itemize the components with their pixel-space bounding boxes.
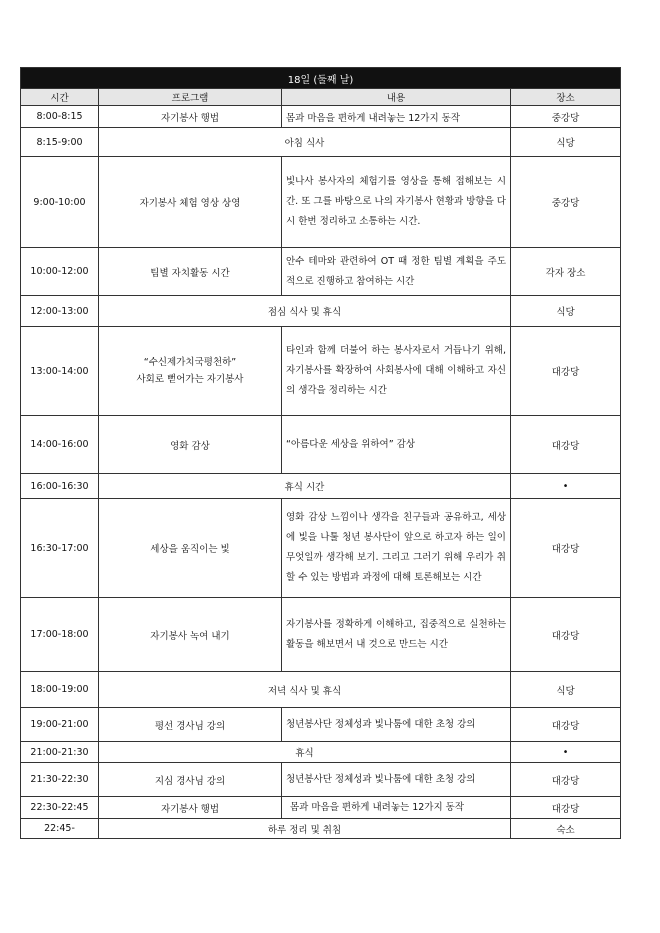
time-cell: 16:30-17:00: [21, 499, 99, 598]
table-row: [21, 499, 621, 598]
time-cell: 19:00-21:00: [21, 708, 99, 742]
table-row: [21, 128, 621, 157]
place-cell: 대강당: [511, 327, 621, 416]
table-row: [21, 296, 621, 327]
place-cell: •: [511, 474, 621, 499]
header-content: 내용: [282, 89, 511, 106]
merged-cell: 휴식: [99, 742, 511, 763]
table-row: [21, 416, 621, 474]
place-cell: 식당: [511, 296, 621, 327]
place-cell: 대강당: [511, 499, 621, 598]
content-cell: 자기봉사를 정확하게 이해하고, 집중적으로 실천하는 활동을 해보면서 내 것으로 만드는 시간: [282, 598, 511, 672]
table-row: [21, 157, 621, 248]
table-row: [21, 106, 621, 128]
place-cell: 중강당: [511, 157, 621, 248]
merged-cell: 아침 식사: [99, 128, 511, 157]
table-row: [21, 742, 621, 763]
content-cell: 청년봉사단 정체성과 빛나툼에 대한 초청 강의: [282, 708, 511, 742]
header-program: 프로그램: [99, 89, 282, 106]
table-row: [21, 819, 621, 839]
time-cell: 10:00-12:00: [21, 248, 99, 296]
table-row: [21, 474, 621, 499]
time-cell: 22:30-22:45: [21, 797, 99, 819]
table-row: [21, 672, 621, 708]
program-cell: 자기봉사 행법: [99, 106, 282, 128]
table-row: [21, 248, 621, 296]
table-row: [21, 598, 621, 672]
time-cell: 8:00-8:15: [21, 106, 99, 128]
time-cell: 9:00-10:00: [21, 157, 99, 248]
place-cell: 대강당: [511, 708, 621, 742]
time-cell: 14:00-16:00: [21, 416, 99, 474]
time-cell: 16:00-16:30: [21, 474, 99, 499]
header-time: 시간: [21, 89, 99, 106]
content-cell: 영화 감상 느낌이나 생각을 친구들과 공유하고, 세상에 빛을 나툴 청년 봉사단이 앞으로 하고자 하는 일이 무엇일까 생각해 보기. 그리고 그러기 위해 우리가 취할 수 있는 방법과 과정에 대해 토론해보는 시간: [282, 499, 511, 598]
program-line: “수신제가치국평천하”: [143, 357, 237, 368]
place-cell: 대강당: [511, 416, 621, 474]
program-cell: 자기봉사 행법: [99, 797, 282, 819]
header-place: 장소: [511, 89, 621, 106]
time-cell: 21:00-21:30: [21, 742, 99, 763]
time-cell: 21:30-22:30: [21, 763, 99, 797]
place-cell: 중강당: [511, 106, 621, 128]
time-cell: 17:00-18:00: [21, 598, 99, 672]
program-cell: 자기봉사 체험 영상 상영: [99, 157, 282, 248]
place-cell: 식당: [511, 128, 621, 157]
merged-cell: 휴식 시간: [99, 474, 511, 499]
merged-cell: 하루 정리 및 취침: [99, 819, 511, 839]
program-cell: 팀별 자치활동 시간: [99, 248, 282, 296]
title-row: [21, 68, 621, 89]
content-cell: 청년봉사단 정체성과 빛나툼에 대한 초청 강의: [282, 763, 511, 797]
content-cell: 몸과 마음을 편하게 내려놓는 12가지 동작: [282, 797, 511, 819]
table-row: [21, 797, 621, 819]
content-cell: 빛나사 봉사자의 체험기를 영상을 통해 접해보는 시간. 또 그를 바탕으로 나의 자기봉사 현황과 방향을 다시 한번 정리하고 소통하는 시간.: [282, 157, 511, 248]
place-cell: 숙소: [511, 819, 621, 839]
program-cell: 영화 감상: [99, 416, 282, 474]
content-cell: “아름다운 세상을 위하여” 감상: [282, 416, 511, 474]
day-title: 18일 (둘째 날): [21, 68, 621, 89]
place-cell: •: [511, 742, 621, 763]
table-row: [21, 763, 621, 797]
program-cell: [99, 327, 282, 416]
merged-cell: 저녁 식사 및 휴식: [99, 672, 511, 708]
program-cell: 자기봉사 녹여 내기: [99, 598, 282, 672]
place-cell: 대강당: [511, 763, 621, 797]
content-cell: 타인과 함께 더불어 하는 봉사자로서 거듭나기 위해, 자기봉사를 확장하여 사회봉사에 대해 이해하고 자신의 생각을 정리하는 시간: [282, 327, 511, 416]
time-cell: 22:45-: [21, 819, 99, 839]
time-cell: 18:00-19:00: [21, 672, 99, 708]
program-cell: 세상을 움직이는 빛: [99, 499, 282, 598]
place-cell: 각자 장소: [511, 248, 621, 296]
schedule-table: [20, 67, 621, 839]
program-cell: 지심 경사님 강의: [99, 763, 282, 797]
time-cell: 12:00-13:00: [21, 296, 99, 327]
time-cell: 8:15-9:00: [21, 128, 99, 157]
place-cell: 대강당: [511, 797, 621, 819]
merged-cell: 점심 식사 및 휴식: [99, 296, 511, 327]
table-row: [21, 327, 621, 416]
program-line: 사회로 뻗어가는 자기봉사: [136, 374, 244, 385]
content-cell: 몸과 마음을 편하게 내려놓는 12가지 동작: [282, 106, 511, 128]
place-cell: 식당: [511, 672, 621, 708]
program-cell: 평선 경사님 강의: [99, 708, 282, 742]
time-cell: 13:00-14:00: [21, 327, 99, 416]
content-cell: 안수 테마와 관련하여 OT 때 정한 팀별 계획을 주도적으로 진행하고 참여하는 시간: [282, 248, 511, 296]
table-row: [21, 708, 621, 742]
header-row: [21, 89, 621, 106]
place-cell: 대강당: [511, 598, 621, 672]
